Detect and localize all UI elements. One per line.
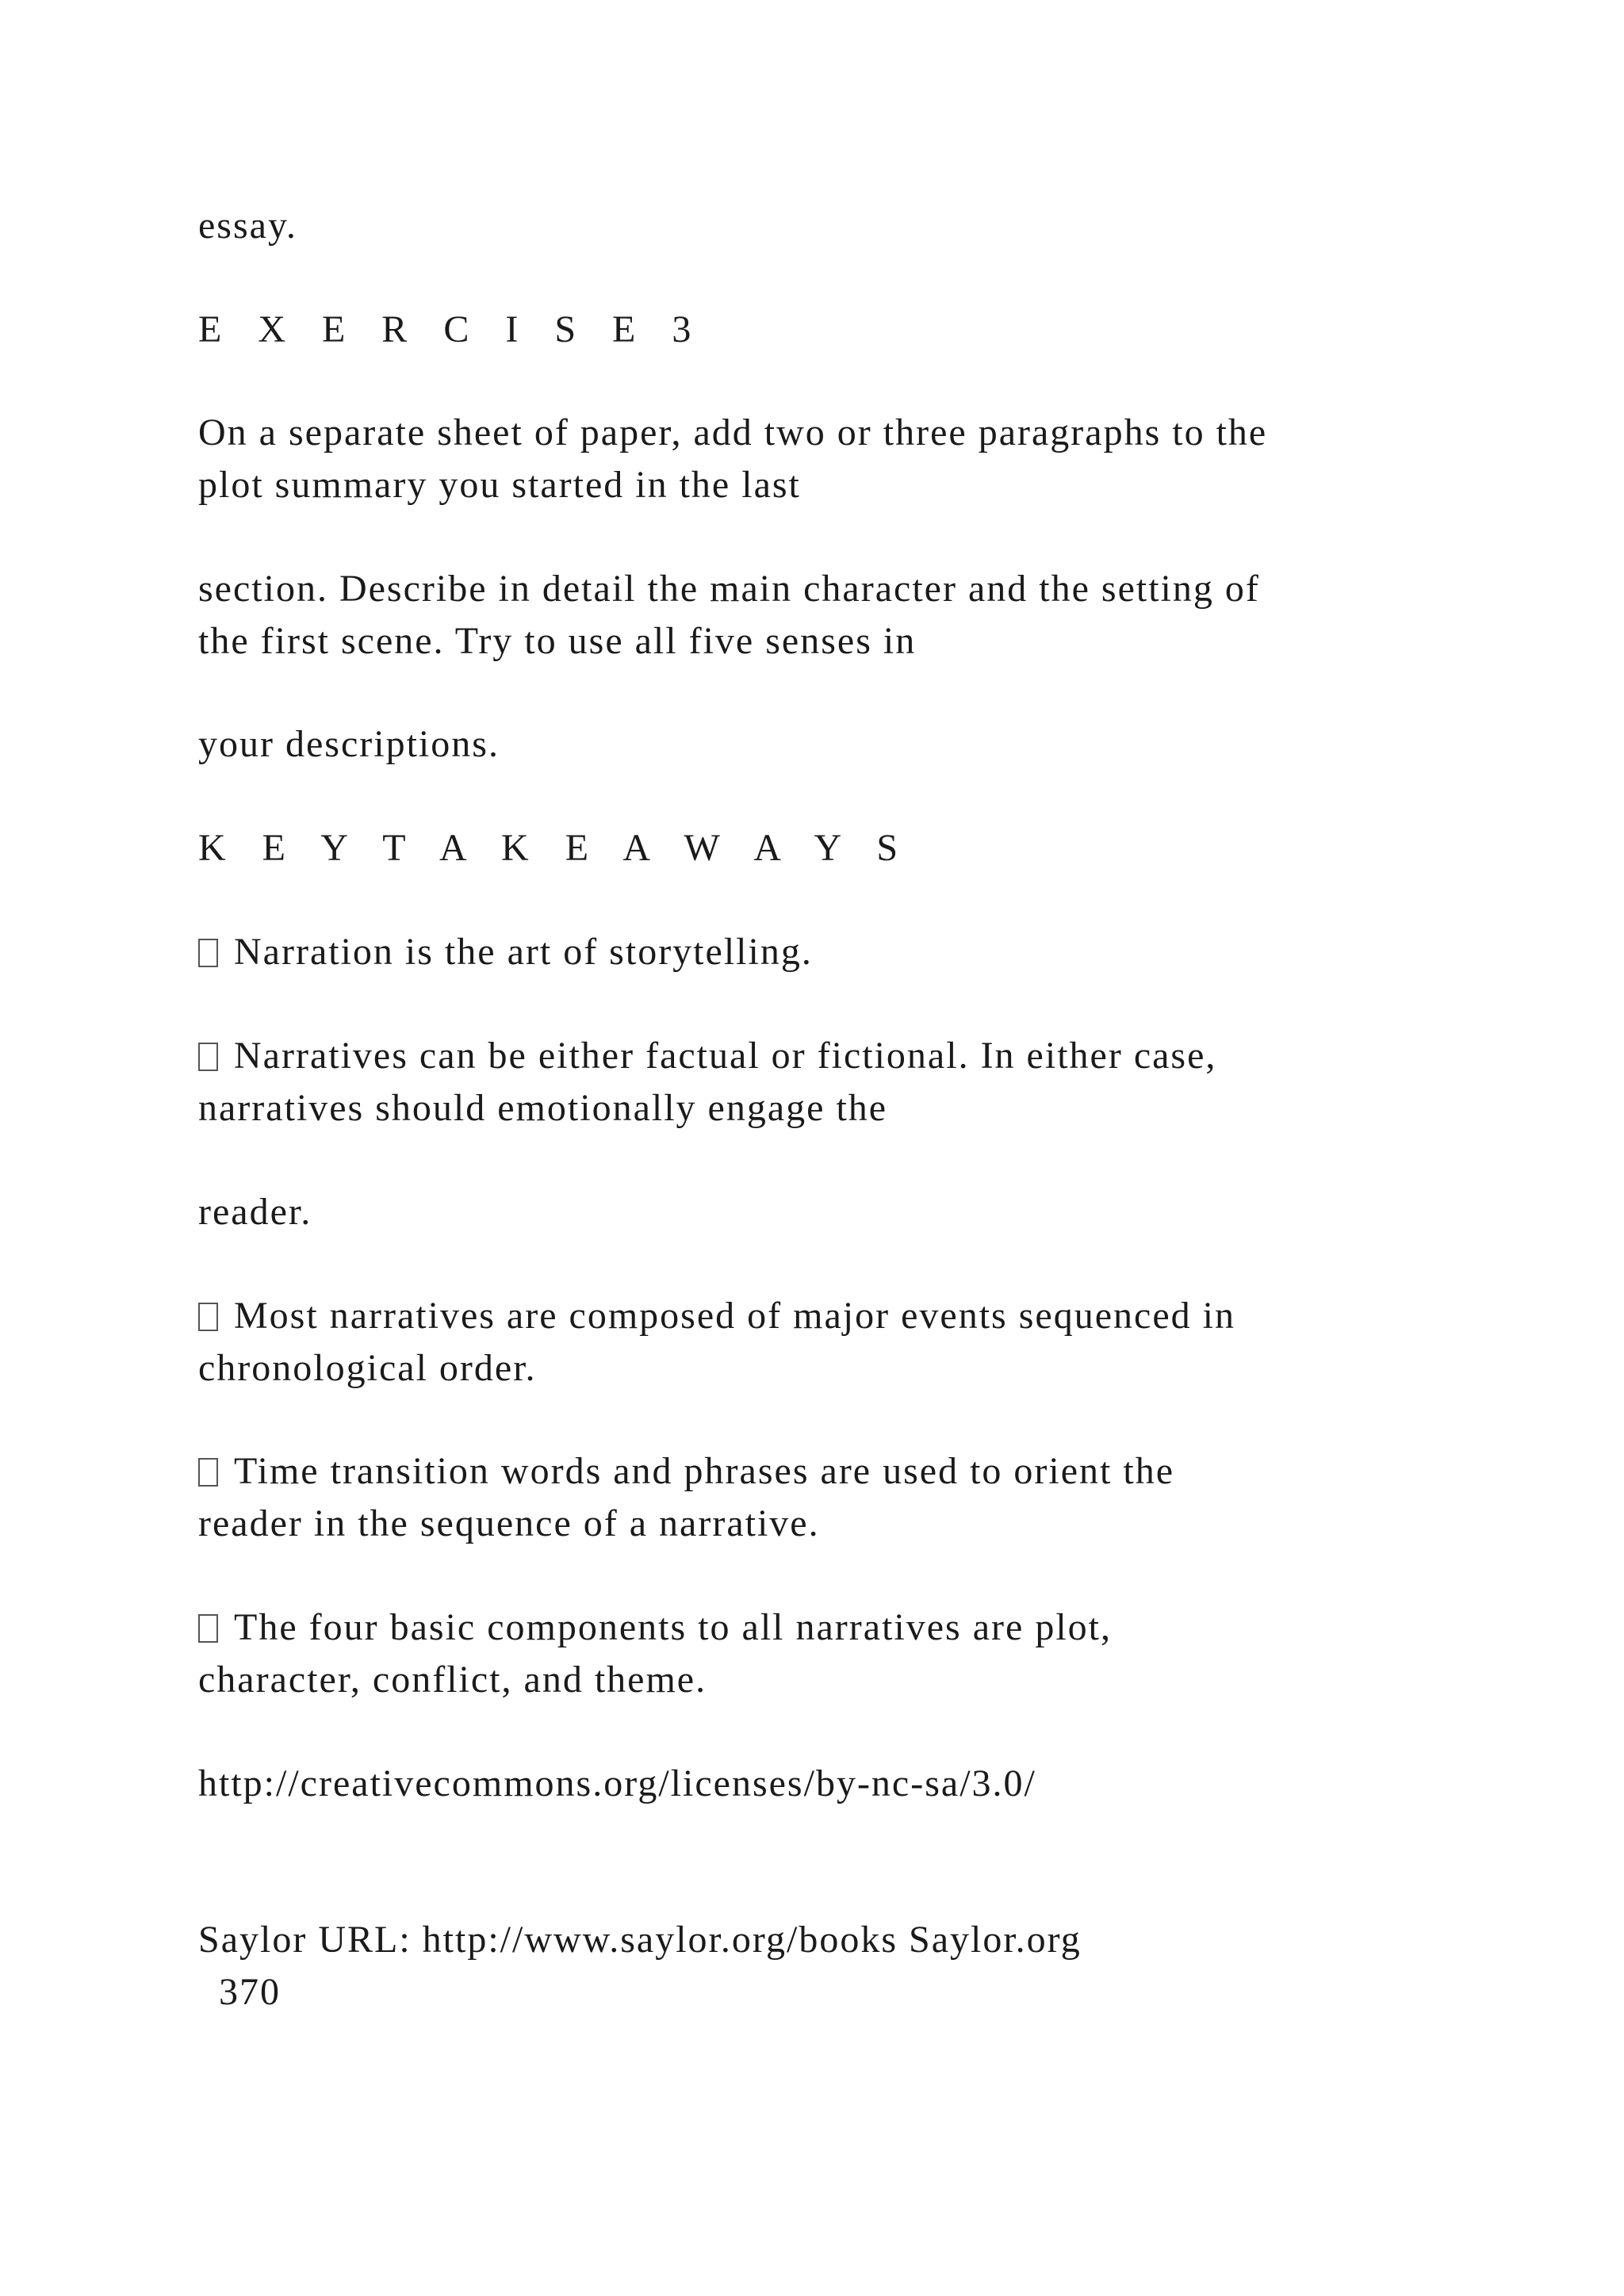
takeaway-item bbox=[198, 926, 813, 978]
missing-glyph-box-icon bbox=[198, 939, 218, 967]
takeaway-item bbox=[198, 1445, 1174, 1498]
missing-glyph-box-icon bbox=[198, 1043, 218, 1071]
takeaway-item bbox=[198, 1601, 1112, 1654]
takeaway-item bbox=[198, 1290, 1235, 1342]
exercise-heading: E X E R C I S E 3 bbox=[198, 308, 705, 350]
takeaway-text: Narratives can be either factual or fictional. In either case, bbox=[234, 1035, 1217, 1077]
license-url: http://creativecommons.org/licenses/by-nc-sa/3.0/ bbox=[198, 1762, 1036, 1804]
takeaway-text: reader in the sequence of a narrative. bbox=[198, 1502, 820, 1544]
takeaway-text: Most narratives are composed of major events sequenced in bbox=[234, 1295, 1235, 1337]
takeaway-text: chronological order. bbox=[198, 1347, 537, 1389]
intro-end-text: essay. bbox=[198, 205, 297, 247]
takeaway-text: reader. bbox=[198, 1191, 312, 1233]
page-number: 370 bbox=[219, 1971, 281, 2013]
exercise-line: plot summary you started in the last bbox=[198, 464, 801, 506]
missing-glyph-box-icon bbox=[198, 1303, 218, 1331]
exercise-line: section. Describe in detail the main character and the setting of bbox=[198, 568, 1260, 610]
takeaway-item bbox=[198, 1030, 1216, 1082]
takeaways-heading: K E Y T A K E A W A Y S bbox=[198, 827, 912, 869]
exercise-line: On a separate sheet of paper, add two or three paragraphs to the bbox=[198, 411, 1268, 453]
exercise-line: the first scene. Try to use all five senses in bbox=[198, 620, 917, 662]
takeaway-text: Time transition words and phrases are used to orient the bbox=[234, 1450, 1175, 1492]
missing-glyph-box-icon bbox=[198, 1614, 218, 1643]
takeaway-text: character, conflict, and theme. bbox=[198, 1659, 707, 1701]
takeaway-text: Narration is the art of storytelling. bbox=[234, 931, 813, 973]
footer-source-line: Saylor URL: http://www.saylor.org/books Saylor.org bbox=[198, 1919, 1082, 1961]
takeaway-text: The four basic components to all narratives are plot, bbox=[234, 1606, 1112, 1648]
takeaway-text: narratives should emotionally engage the bbox=[198, 1087, 888, 1129]
exercise-line: your descriptions. bbox=[198, 723, 500, 765]
missing-glyph-box-icon bbox=[198, 1458, 218, 1487]
